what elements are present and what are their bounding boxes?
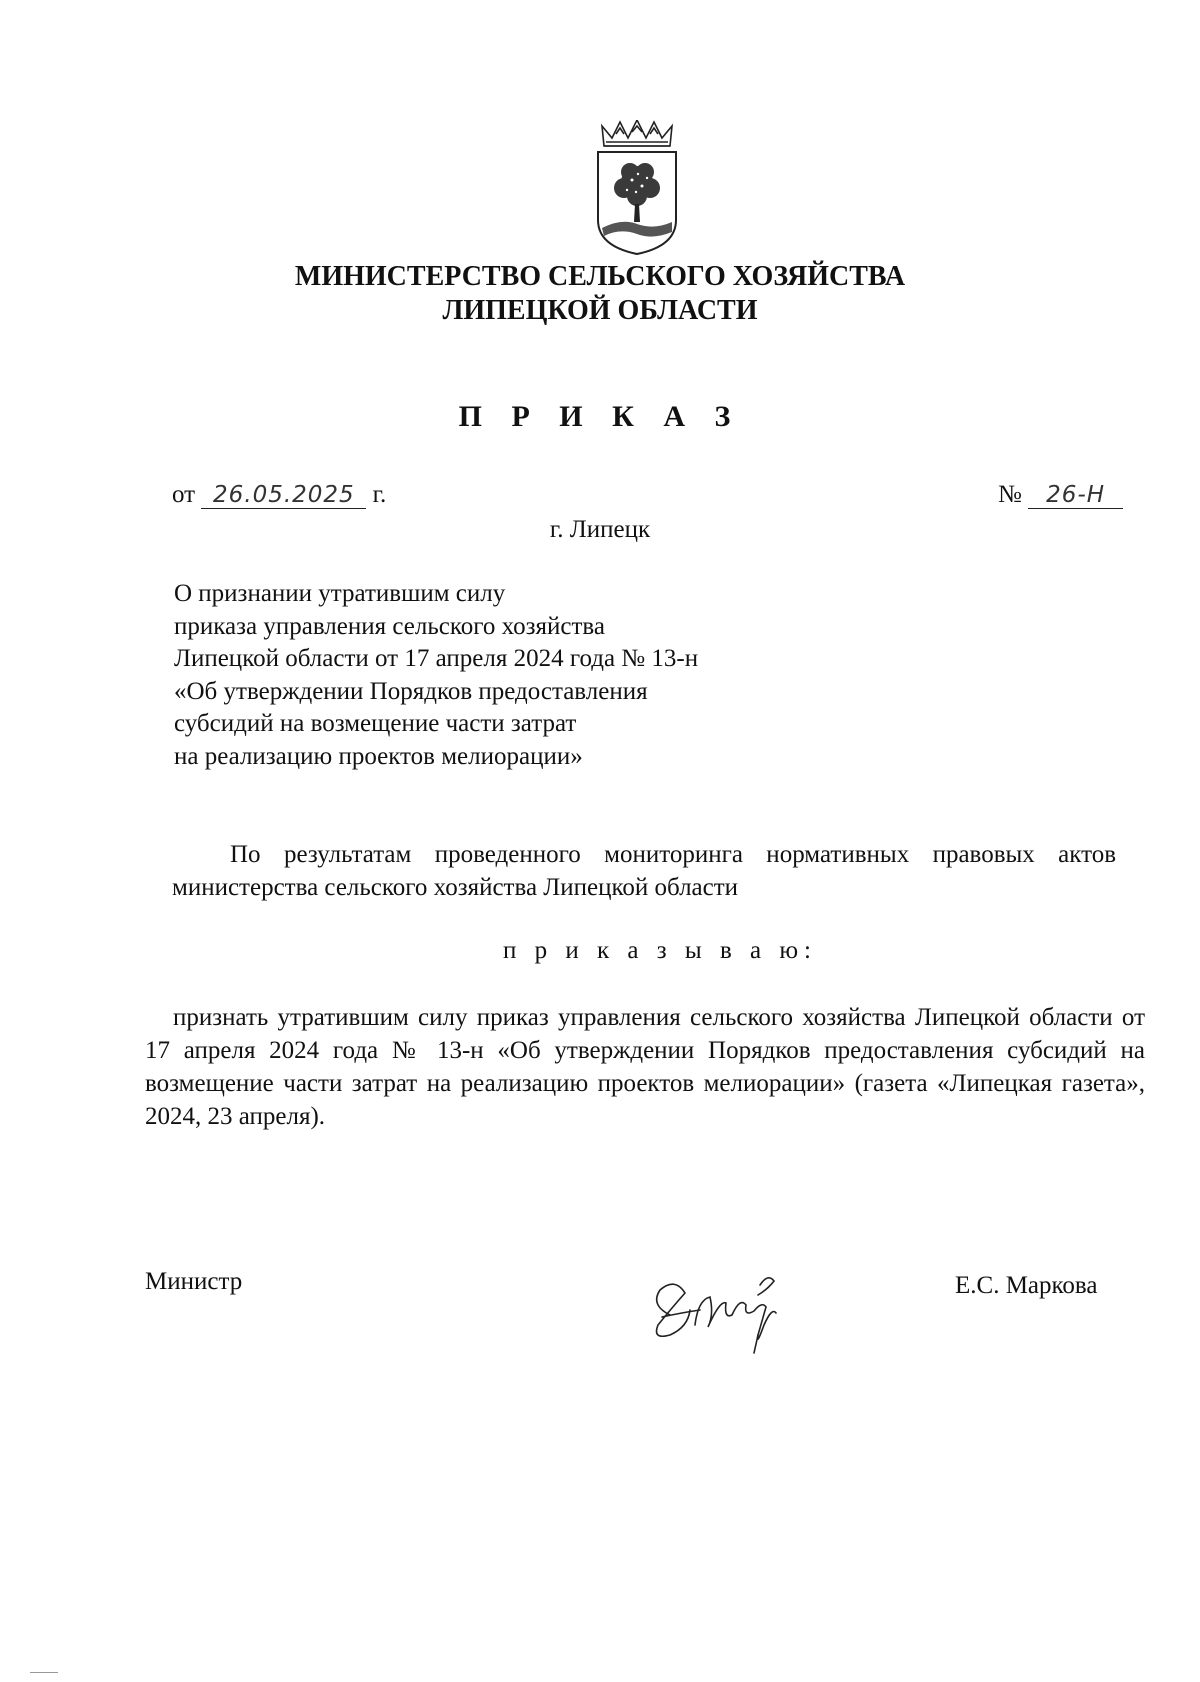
date-prefix: от [172,481,196,508]
date-line [172,480,386,510]
margin-mark [30,1672,58,1673]
city: г. Липецк [549,516,651,543]
org-name-line2: ЛИПЕЦКОЙ ОБЛАСТИ [442,295,758,326]
subject-line: субсидий на возмещение части затрат [174,710,577,737]
document-type: П Р И К А З [458,400,742,433]
order-word: п р и к а з ы в а ю: [503,937,817,964]
coat-of-arms-icon [592,120,682,255]
subject-line: О признании утратившим силу [174,580,506,607]
decision-paragraph: признать утратившим силу приказ управления сельского хозяйства Липецкой области от 17 апреля 2024 года № 13-н «Об утверждении Порядков предоставления субсидий на возмещение части затрат на реализацию проектов мелиорации» (газета «Липецкая газета», 2024, 23 апреля). [145,1004,1145,1130]
org-name-line1: МИНИСТЕРСТВО СЕЛЬСКОГО ХОЗЯЙСТВА [294,261,906,292]
number-line [998,480,1123,510]
signatory-name: Е.С. Маркова [955,1272,1098,1299]
signatory-title: Министр [145,1268,243,1295]
subject-line: на реализацию проектов мелиорации» [174,742,583,770]
number-value: 26-Н [1028,482,1123,509]
subject-block [174,578,698,773]
date-value: 26.05.2025 [201,482,366,509]
handwritten-signature [640,1255,800,1365]
subject-line: приказа управления сельского хозяйства [174,612,605,640]
subject-line: Липецкой области от 17 апреля 2024 года № 13-н [174,645,699,672]
preamble-paragraph: По результатам проведенного мониторинга нормативных правовых актов министерства сельского хозяйства Липецкой области [172,841,1116,901]
number-prefix: № [998,481,1022,508]
date-suffix: г. [372,481,387,508]
subject-line: «Об утверждении Порядков предоставления [174,677,648,705]
